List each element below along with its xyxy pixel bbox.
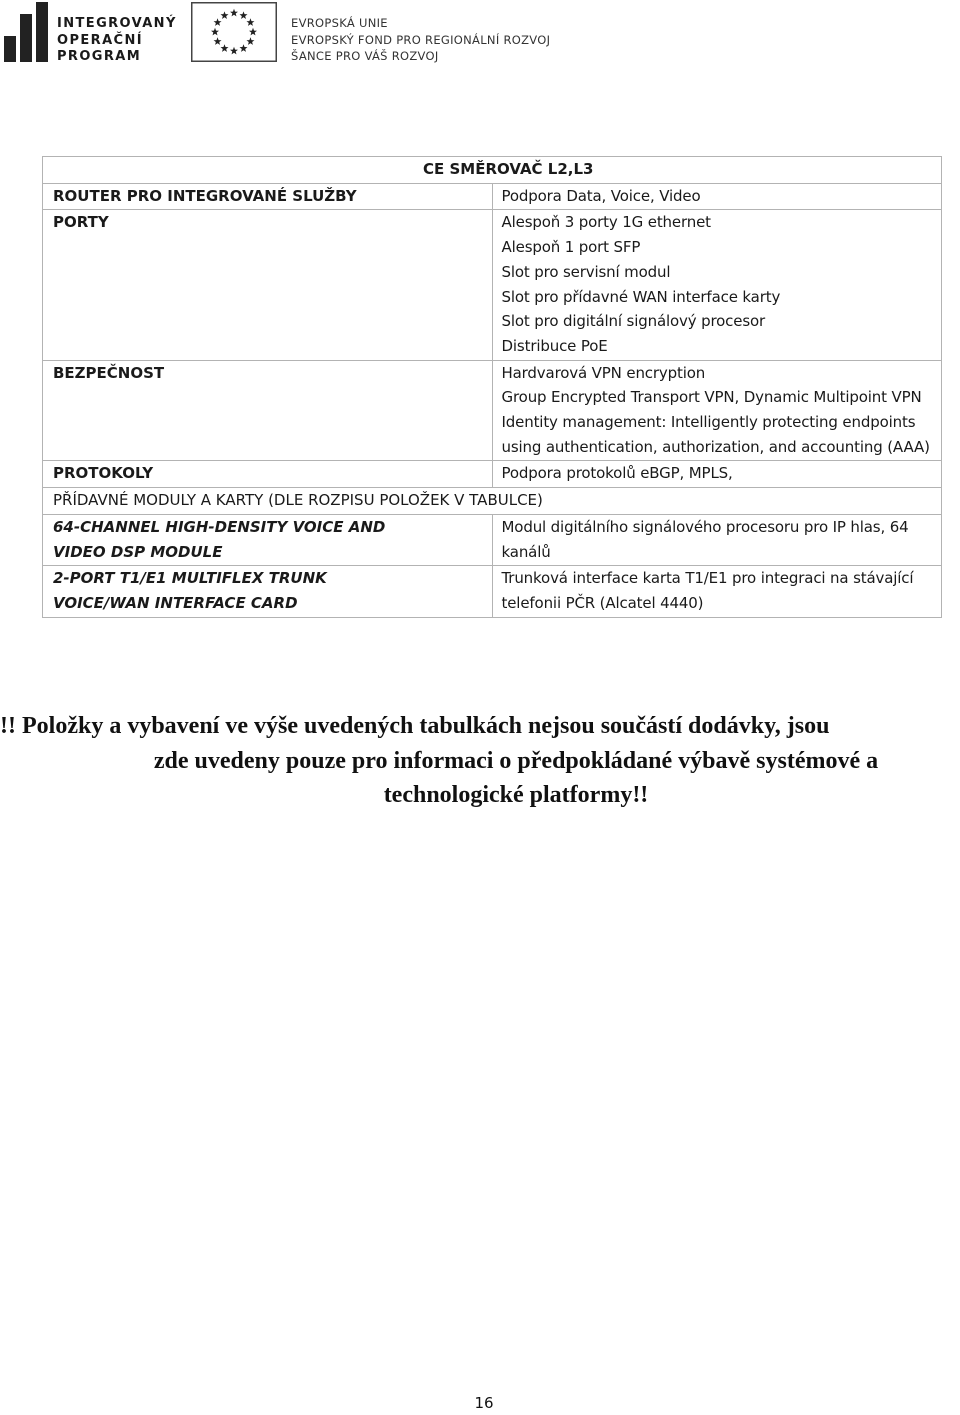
table-row	[43, 461, 942, 488]
value-line: Modul digitálního signálového procesoru pro IP hlas, 64	[501, 517, 909, 536]
modules-heading-row	[43, 488, 942, 515]
module-label	[43, 566, 493, 617]
table-row	[43, 210, 942, 360]
module-label-line: 2-PORT T1/E1 MULTIFLEX TRUNK	[53, 569, 327, 588]
value-line: using authentication, authorization, and accounting (AAA)	[501, 437, 930, 456]
table-row	[43, 360, 942, 461]
eu-flag-icon	[191, 2, 277, 62]
row-value	[492, 360, 942, 461]
row-value	[492, 183, 942, 210]
value-line: Trunková interface karta T1/E1 pro integraci na stávající	[501, 569, 914, 588]
value-line: Identity management: Intelligently protecting endpoints	[501, 413, 916, 432]
value-line: telefonii PČR (Alcatel 4440)	[501, 593, 704, 612]
value-line: Alespoň 3 porty 1G ethernet	[501, 213, 711, 232]
row-label: PROTOKOLY	[43, 461, 493, 488]
table-title-row	[43, 157, 942, 184]
iop-logo-line: OPERAČNÍ	[57, 32, 143, 48]
module-label	[43, 514, 493, 565]
module-label-line: VOICE/WAN INTERFACE CARD	[53, 593, 298, 612]
value-line: Group Encrypted Transport VPN, Dynamic Multipoint VPN	[501, 388, 922, 407]
page-number: 16	[474, 1394, 494, 1412]
row-label: BEZPEČNOST	[43, 360, 493, 461]
modules-heading: PŘÍDAVNÉ MODULY A KARTY (DLE ROZPISU POLOŽEK V TABULCE)	[43, 488, 942, 515]
value-line: Distribuce PoE	[501, 336, 608, 355]
value-line: Hardvarová VPN encryption	[501, 363, 706, 382]
spec-table	[42, 156, 942, 618]
iop-logo-bars-icon	[4, 2, 50, 62]
module-label-line: VIDEO DSP MODULE	[53, 542, 223, 561]
notice-line: zde uvedeny pouze pro informaci o předpokládané výbavě systémové a	[153, 747, 879, 774]
value-line: Slot pro servisní modul	[501, 262, 671, 281]
iop-logo-line: PROGRAM	[57, 49, 142, 64]
value-line: Podpora Data, Voice, Video	[501, 186, 701, 205]
eu-logo-line: EVROPSKÝ FOND PRO REGIONÁLNÍ ROZVOJ	[291, 32, 551, 47]
value-line: Slot pro přídavné WAN interface karty	[501, 287, 781, 306]
notice-line: !! Položky a vybavení ve výše uvedených tabulkách nejsou součástí dodávky, jsou	[0, 713, 830, 739]
row-value	[492, 210, 942, 360]
eu-logo-line: EVROPSKÁ UNIE	[291, 16, 388, 30]
notice-line: technologické platformy!!	[383, 782, 649, 808]
row-value	[492, 461, 942, 488]
page-header	[0, 0, 960, 70]
value-line: Slot pro digitální signálový procesor	[501, 312, 766, 331]
eu-logo-line: ŠANCE PRO VÁŠ ROZVOJ	[291, 49, 439, 63]
table-title: CE SMĚROVAČ L2,L3	[43, 157, 942, 184]
row-label: ROUTER PRO INTEGROVANÉ SLUŽBY	[43, 183, 493, 210]
value-line: Alespoň 1 port SFP	[501, 238, 641, 257]
row-label: PORTY	[43, 210, 493, 360]
value-line: kanálů	[501, 542, 551, 561]
table-row	[43, 514, 942, 565]
iop-logo-text	[57, 16, 177, 66]
module-value	[492, 514, 942, 565]
eu-logo-text	[291, 15, 550, 65]
table-row	[43, 183, 942, 210]
module-label-line: 64-CHANNEL HIGH-DENSITY VOICE AND	[53, 517, 386, 536]
table-row	[43, 566, 942, 617]
module-value	[492, 566, 942, 617]
iop-logo-line: INTEGROVANÝ	[57, 16, 177, 31]
value-line: Podpora protokolů eBGP, MPLS,	[501, 464, 733, 483]
